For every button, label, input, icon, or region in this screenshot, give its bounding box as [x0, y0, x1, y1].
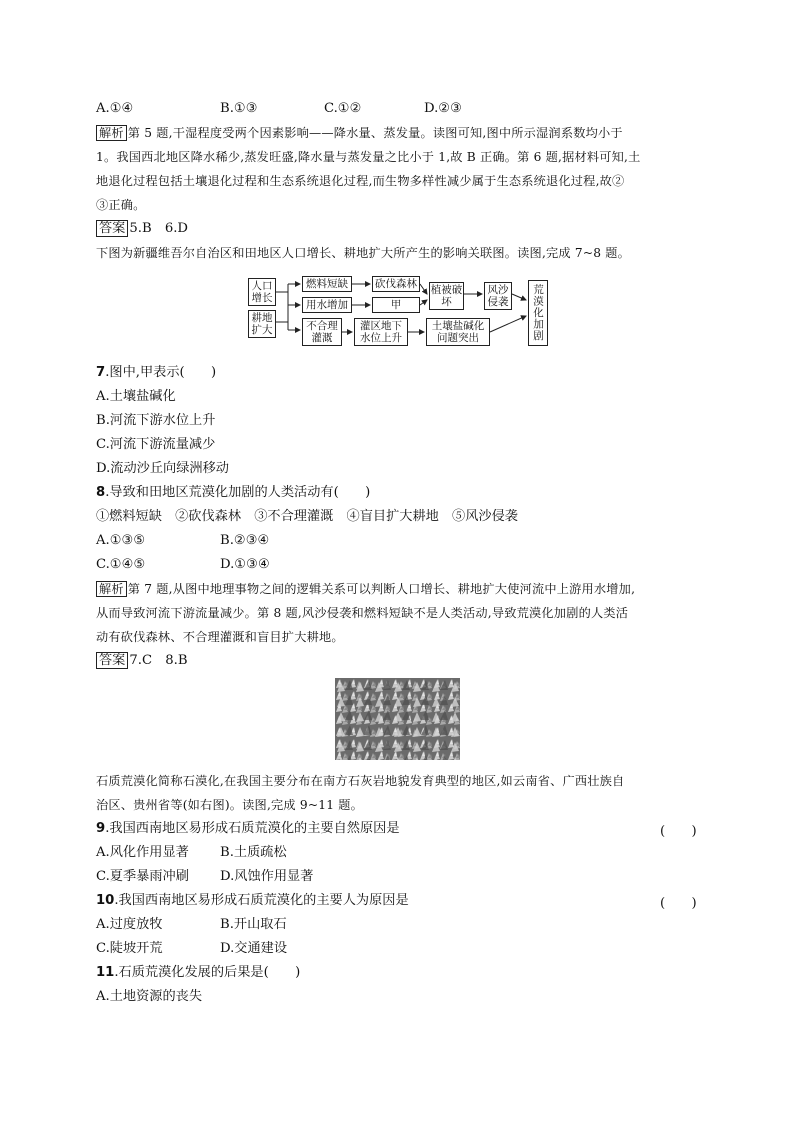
rocky-desertification-photo	[335, 678, 460, 760]
box-groundwater-rise: 灌区地下水位上升	[354, 318, 408, 346]
explanation-7-8-line-2: 从而导致河流下游流量减少。第 8 题,风沙侵袭和燃料短缺不是人类活动,导致荒漠化加剧的人类活	[96, 606, 629, 620]
q8-option-b: B.②③④	[220, 533, 270, 548]
box-desertification: 荒漠化加剧	[528, 280, 548, 346]
q9-text: .我国西南地区易形成石质荒漠化的主要自然原因是	[105, 821, 400, 836]
explanation-7-8-line-1	[96, 580, 635, 598]
q8-options-row-1	[96, 532, 269, 550]
q8-option-c: C.①④⑤	[96, 557, 146, 572]
q8-option-d: D.①③④	[220, 557, 270, 572]
option-c: C.①②	[324, 101, 362, 116]
option-d: D.②③	[424, 101, 462, 116]
q7-number: 7	[96, 365, 106, 380]
q9-answer-blank: ( )	[660, 824, 697, 839]
box-sand-invasion: 风沙侵袭	[484, 282, 512, 310]
explanation-text: 第 7 题,从图中地理事物之间的逻辑关系可以判断人口增长、耕地扩大使河流中上游用水增加,	[127, 582, 636, 596]
option-a: A.①④	[96, 101, 134, 116]
q9-option-b: B.土质疏松	[220, 845, 287, 860]
q8-items: ①燃料短缺 ②砍伐森林 ③不合理灌溉 ④盲目扩大耕地 ⑤风沙侵袭	[96, 509, 518, 524]
q10-option-b: B.开山取石	[220, 917, 287, 932]
q11-text: .石质荒漠化发展的后果是( )	[114, 965, 301, 980]
intro-9-11-line-1: 石质荒漠化简称石漠化,在我国主要分布在南方石灰岩地貌发育典型的地区,如云南省、广西壮族自	[96, 774, 625, 788]
answer-text: 7.C 8.B	[129, 653, 188, 668]
option-b: B.①③	[220, 101, 258, 116]
q7-option-b: B.河流下游水位上升	[96, 413, 216, 428]
q8-text: .导致和田地区荒漠化加剧的人类活动有( )	[105, 485, 371, 500]
intro-9-11-line-2: 治区、贵州省等(如右图)。读图,完成 9~11 题。	[96, 798, 363, 812]
explanation-5-6-line-4: ③正确。	[96, 198, 146, 212]
q7-option-c: C.河流下游流量减少	[96, 437, 216, 452]
box-jia: 甲	[372, 297, 420, 313]
q7-text: .图中,甲表示( )	[105, 365, 217, 380]
q9-options-row-2	[96, 868, 313, 886]
box-farmland-expansion: 耕地扩大	[248, 310, 276, 338]
flow-diagram	[244, 272, 554, 352]
explanation-tag: 解析	[96, 581, 127, 597]
q10-options-row-1	[96, 916, 287, 934]
q7-stem	[96, 364, 216, 382]
answer-7-8	[96, 652, 188, 670]
q10-text: .我国西南地区易形成石质荒漠化的主要人为原因是	[114, 893, 409, 908]
box-soil-salinization: 土壤盐碱化问题突出	[426, 318, 490, 346]
q9-options-row-1	[96, 844, 287, 862]
q10-answer-blank: ( )	[660, 896, 697, 911]
box-fuel-shortage: 燃料短缺	[302, 276, 352, 292]
q8-options-row-2	[96, 556, 270, 574]
q10-option-a: A.过度放牧	[96, 917, 163, 932]
q10-option-d: D.交通建设	[220, 941, 288, 956]
q11-stem	[96, 964, 300, 982]
box-deforestation: 砍伐森林	[372, 276, 420, 292]
explanation-5-6-line-1	[96, 124, 623, 142]
q8-option-a: A.①③⑤	[96, 533, 146, 548]
q9-option-d: D.风蚀作用显著	[220, 869, 314, 884]
box-water-increase: 用水增加	[302, 297, 352, 313]
q10-stem	[96, 892, 409, 910]
q10-number: 10	[96, 893, 115, 908]
q9-option-a: A.风化作用显著	[96, 845, 189, 860]
q11-number: 11	[96, 965, 115, 980]
q9-stem	[96, 820, 400, 838]
box-improper-irrigation: 不合理灌溉	[302, 318, 342, 346]
explanation-5-6-line-3: 地退化过程包括土壤退化过程和生态系统退化过程,而生物多样性减少属于生态系统退化过程,故②	[96, 174, 625, 188]
q10-options-row-2	[96, 940, 287, 958]
q6-options-row	[96, 100, 462, 118]
q10-option-c: C.陡坡开荒	[96, 941, 163, 956]
answer-tag: 答案	[96, 652, 128, 669]
q7-option-d: D.流动沙丘向绿洲移动	[96, 461, 229, 476]
answer-tag: 答案	[96, 220, 128, 237]
q9-number: 9	[96, 821, 106, 836]
q7-option-a: A.土壤盐碱化	[96, 389, 176, 404]
answer-5-6	[96, 220, 188, 238]
explanation-7-8-line-3: 动有砍伐森林、不合理灌溉和盲目扩大耕地。	[96, 630, 344, 644]
explanation-5-6-line-2: 1。我国西北地区降水稀少,蒸发旺盛,降水量与蒸发量之比小于 1,故 B 正确。第 6 题,据材料可知,土	[96, 150, 641, 164]
q8-stem	[96, 484, 370, 502]
explanation-tag: 解析	[96, 125, 127, 141]
explanation-text: 第 5 题,干湿程度受两个因素影响——降水量、蒸发量。读图可知,图中所示湿润系数均小于	[127, 126, 623, 140]
q9-option-c: C.夏季暴雨冲刷	[96, 869, 189, 884]
answer-text: 5.B 6.D	[129, 221, 188, 236]
q8-number: 8	[96, 485, 106, 500]
intro-7-8: 下图为新疆维吾尔自治区和田地区人口增长、耕地扩大所产生的影响关联图。读图,完成 7~8 题。	[96, 246, 631, 260]
q11-option-a: A.土地资源的丧失	[96, 989, 203, 1004]
box-population-growth: 人口增长	[248, 278, 276, 306]
box-vegetation-damage: 植被破坏	[430, 284, 463, 308]
